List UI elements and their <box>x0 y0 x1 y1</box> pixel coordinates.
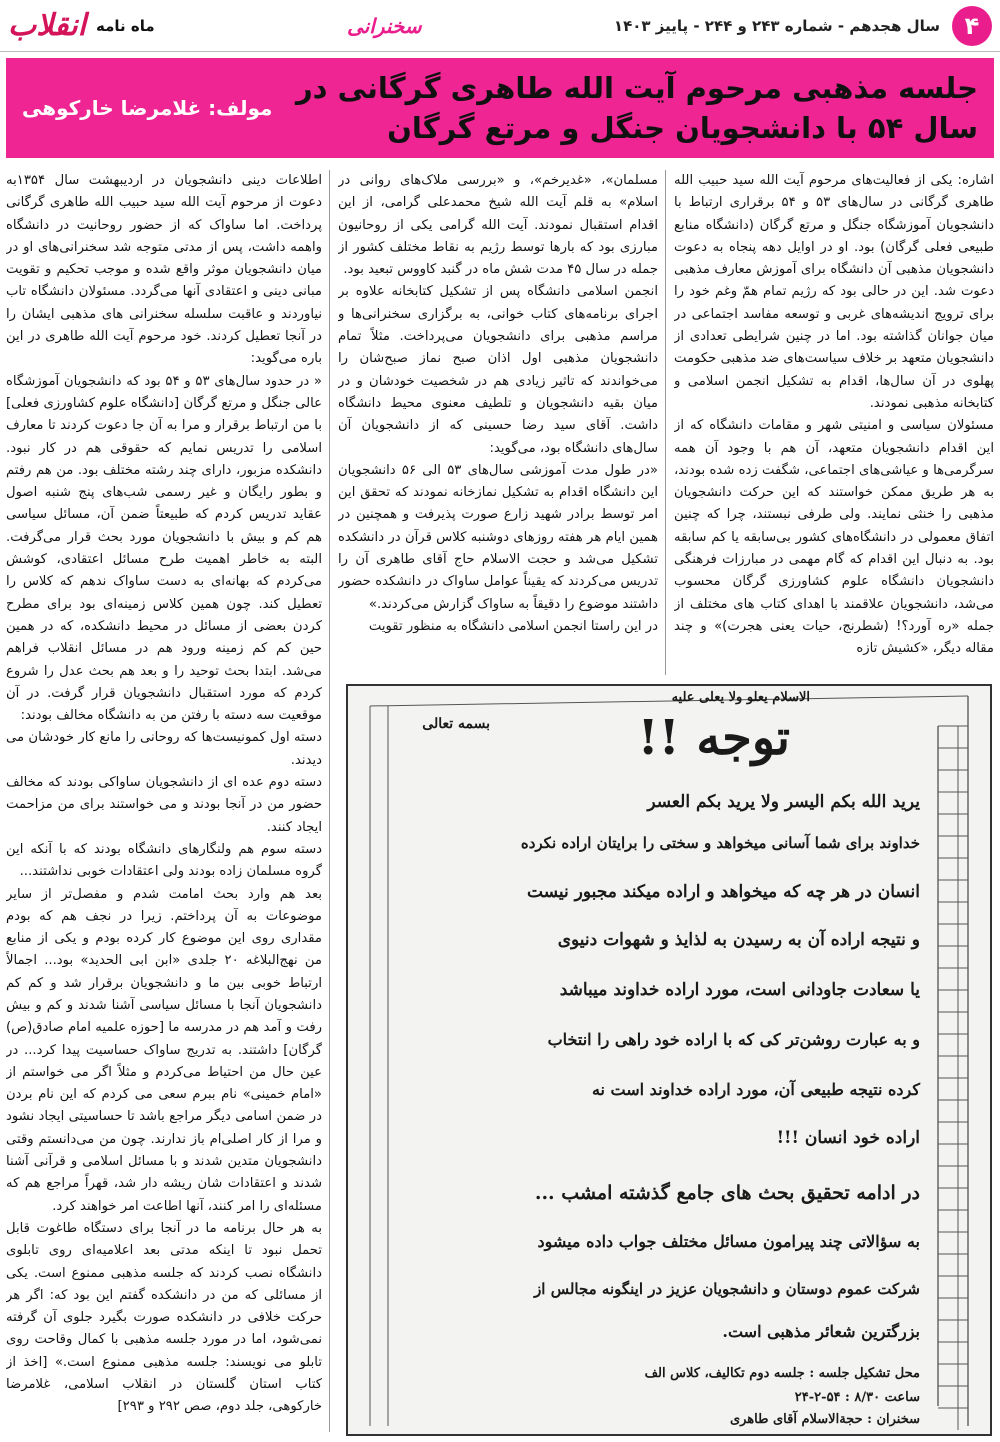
paragraph: اطلاعات دینی دانشجویان در اردیبهشت سال ۱۳۵۴به دعوت از مرحوم آیت الله سید حبیب الله طاهری گرگانی پرداخت. اما ساواک که از حضور روحانیت در دانشگاه واهمه داشت، پس از مدتی متوجه شد سخنرانی‌های او در میان دانشجویان موثر واقع شده و موجب تحکیم و تقویت مبانی دینی و اعتقادی آنها می‌گردد. مسئولان دانشگاه تاب نیاوردند و عاقبت سلسله سخنرانی های مذهبی ایشان را در آنجا تعطیل کردند. خود مرحوم آیت الله طاهری در این باره می‌گوید: <box>6 173 322 367</box>
page-header <box>0 0 1000 52</box>
notice-line: به سؤالاتی چند پیرامون مسائل مختلف جواب داده میشود <box>537 1232 920 1251</box>
paragraph: دسته دوم عده ای از دانشجویان ساواکی بودند که مخالف حضور من در آنجا بودند و می خواستند برای من مزاحمت ایجاد کنند. <box>6 775 322 835</box>
article-title: جلسه مذهبی مرحوم آیت الله طاهری گرگانی در سال ۵۴ با دانشجویان جنگل و مرتع گرگان <box>295 71 978 145</box>
notice-heading: توجه !! <box>637 710 790 766</box>
notice-line: یرید الله بکم الیسر ولا یرید بکم العسر <box>647 792 920 812</box>
article-column-3 <box>6 170 322 1432</box>
notice-line: و به عبارت روشن‌تر کی که با اراده خود راهی را انتخاب <box>547 1030 920 1049</box>
article-column-1 <box>674 170 994 670</box>
column-divider <box>329 170 330 1432</box>
magazine-logo: انقلاب <box>8 8 87 43</box>
paragraph: بعد هم وارد بحث امامت شدم و مفصل‌تر از سایر موضوعات به آن پرداختم. زیرا در نجف هم که بودم مقداری روی این موضوع کار کرده بودم و یکی از منابع من نهج‌البلاغه ۲۰ جلدی «ابن ابی الحدید» بود... اجمالاً ارتباط خوبی بین ما و دانشجویان برقرار شد و کم کم دانشجویان آنجا با مسائل سیاسی آشنا شدند و کم و بیش رفت و آمد هم در مدرسه ما [حوزه علمیه امام صادق(ص) گرگان] داشتند. به تدریج ساواک حساسیت پیدا کرد... در عین حال من احتیاط می‌کردم و مثلاً اگر می خواستم از «امام خمینی» نام ببرم سعی می کردم که این نام بردن در ضمن اسامی دیگر مراجع باشد تا حساسیتی ایجاد نشود و مرا از کار اصلی‌ام باز ندارند. چون من می‌دانستم وقتی دانشجویان متدین شدند و با مسائل اسلامی و قرآنی آشنا شدند و اعتقادات شان ریشه دار شد، قهراً مراجع هم که مسئله‌ای را امر کنند، آنها اطاعت امر خواهند کرد. <box>6 886 322 1214</box>
notice-bismillah: بسمه تعالی <box>422 716 490 732</box>
article-author: مولف: غلامرضا خارکوهی <box>22 96 273 120</box>
paragraph: مسلمان»، «غدیرخم»، و «بررسی ملاک‌های روانی در اسلام» به قلم آیت الله شیخ محمدعلی گرامی، از این اقدام استقبال نمودند. آیت الله گرامی یکی از روحانیون مبارزی بود که بارها توسط رژیم به نقاط مختلف کشور از جمله در سال ۴۵ مدت شش ماه در گنبد کاووس تبعید بود. <box>338 173 658 278</box>
paragraph: مسئولان سیاسی و امنیتی شهر و مقامات دانشگاه که از این اقدام دانشجویان متعهد، آن هم با وجود آن همه سرگرمی‌ها و عیاشی‌های اجتماعی، شگفت زده شده بودند، به هر طریق ممکن خواستند که این حرکت دانشجویان مذهبی را خنثی نمایند. ولی طرفی نبستند، چرا که چنین اتفاق معمولی در دانشگاه‌های کشور بی‌سابقه یا کم سابقه بود. به دنبال این اقدام که گام مهمی در مبارزات فرهنگی دانشجویان دانشگاه علوم کشاورزی گرگان محسوب می‌شد، دانشجویان علاقمند با اهدای کتاب های مختلف از جمله «ره آورد؟! (شطرنج، حیات یعنی هجرت)» و چند مقاله دیگر، «کشیش تازه <box>674 418 994 657</box>
header-right-group <box>614 6 992 46</box>
page-number-badge: ۴ <box>952 6 992 46</box>
notice-line: انسان در هر چه که میخواهد و اراده میکند مجبور نیست <box>527 882 920 902</box>
notice-line: خداوند برای شما آسانی میخواهد و سختی را برایتان اراده نکرده <box>520 834 920 852</box>
notice-line: اراده خود انسان !!! <box>776 1128 920 1148</box>
notice-line: سخنران : حجةالاسلام آقای طاهری <box>729 1412 920 1427</box>
column-divider <box>665 170 666 675</box>
article-column-2 <box>338 170 658 670</box>
notice-line: محل تشکیل جلسه : جلسه دوم تکالیف، کلاس الف <box>644 1366 920 1381</box>
issue-info: سال هجدهم - شماره ۲۴۳ و ۲۴۴ - پاییز ۱۴۰۳ <box>613 16 940 35</box>
paragraph: انجمن اسلامی دانشگاه پس از تشکیل کتابخانه علاوه بر اجرای برنامه‌های کتاب خوانی، به برگزاری سخنرانی‌ها و مراسم مذهبی برای دانشجویان می‌پرداخت. مثلاً تمام دانشجویان مذهبی اول اذان صبح نماز صبح‌شان را می‌خواندند که تاثیر زیادی هم در شخصیت خودشان و در میان بقیه دانشجویان و تلطیف معنوی محیط دانشگاه داشت. آقای سید رضا حسینی که از دانشجویان آن سال‌های دانشگاه بود، می‌گوید: <box>338 284 658 456</box>
notice-line: و نتیجه اراده آن به رسیدن به لذایذ و شهوات دنیوی <box>557 930 920 950</box>
notice-line: یا سعادت جاودانی است، مورد اراده خداوند میباشد <box>559 980 920 1000</box>
paragraph: « در حدود سال‌های ۵۳ و ۵۴ بود که دانشجویان آموزشگاه عالی جنگل و مرتع گرگان [دانشگاه علوم کشاورزی فعلی] با من ارتباط برقرار و مرا به آن جا دعوت کردند تا معارف اسلامی را تدریس نمایم که حقوقی هم در کار نبود. دانشکده مزبور، دارای چند رشته مختلف بود. من هم رفتم و بطور رایگان و غیر رسمی شب‌های پنج شنبه اصول عقاید تدریس کردم که طبیعتاً ضمن آن، مسائل سیاسی هم کم و بیش با دانشجویان مورد بحث قرار می‌گرفت. البته به خاطر اهمیت طرح مسائل اعتقادی، کوشش می‌کردم که بهانه‌ای به دست ساواک ندهم که کلاس را تعطیل کند. چون همین کلاس زمینه‌ای بود برای مطرح کردن بعضی از مسائل در محیط دانشکده، که در همین حین کم کم زمینه ورود هم در مسائل انقلاب فراهم می‌شد. ابتدا بحث توحید را و بعد هم بحث عدل را شروع کردم که مورد استقبال دانشجویان قرار گرفت. در آن موقعیت سه دسته با رفتن من به دانشگاه مخالف بودند: <box>6 373 322 724</box>
magazine-label: ماه نامه <box>96 16 155 35</box>
paragraph: به هر حال برنامه ما در آنجا برای دستگاه طاغوت قابل تحمل نبود تا اینکه مدتی بعد اعلامیه‌ای روی تابلوی دانشگاه نصب کردند که جلسه مذهبی ممنوع است. یکی از مسائلی که من در دانشکده گفتم این بود که: اگر هر حرکت خلافی در دانشکده صورت بگیرد جلوی آن گرفته نمی‌شود، اما در مورد جلسه مذهبی با کمال وقاحت روی تابلو می نویسند: جلسه مذهبی ممنوع است.» [اخذ از کتاب استان گلستان در انقلاب اسلامی، غلامرضا خارکوهی، جلد دوم، صص ۲۹۲ و ۲۹۳] <box>6 1220 322 1415</box>
handwritten-notice-image <box>346 684 992 1436</box>
notice-line: کرده نتیجه طبیعی آن، مورد اراده خداوند است نه <box>591 1080 920 1099</box>
paragraph: در این راستا انجمن اسلامی دانشگاه به منظور تقویت <box>368 618 658 634</box>
notice-line: در ادامه تحقیق بحث های جامع گذشته امشب ... <box>534 1182 920 1204</box>
section-name: سخنرانی <box>347 13 422 38</box>
notice-line: ساعت ۸/۳۰ : ۵۴-۲-۲۴ <box>794 1390 920 1405</box>
notice-line: شرکت عموم دوستان و دانشجویان عزیز در اینگونه مجالس از <box>534 1280 920 1298</box>
masthead <box>8 8 155 43</box>
paragraph: اشاره: یکی از فعالیت‌های مرحوم آیت الله سید حبیب الله طاهری گرگانی در سال‌های ۵۳ و ۵۴ برقراری ارتباط با دانشجویان آموزشگاه جنگل و مرتع گرگان (دانشگاه منابع طبیعی فعلی گرگان) بود. او در اوایل دهه پنجاه به دعوت دانشجویان مذهبی آن دانشگاه برای آموزش معارف مذهبی دعوت شد. این در حالی بود که رژیم تمام همّ وغم خود را برای ترویج اندیشه‌های غربی و توسعه مفاسد اجتماعی در میان جوانان گذاشته بود. اما در چنین شرایطی تعدادی از دانشجویان متعهد بر خلاف سیاست‌های ضد مذهبی حکومت پهلوی در آن سال‌ها، اقدام به تشکیل انجمن اسلامی و کتابخانه مذهبی نمودند. <box>674 173 994 411</box>
notice-header-small: الاسلام یعلو ولا یعلی علیه <box>671 690 810 705</box>
paragraph: «در طول مدت آموزشی سال‌های ۵۳ الی ۵۶ دانشجویان این دانشگاه اقدام به تشکیل نمازخانه نمودند که تحقق این امر توسط برادر شهید زارع صورت پذیرفت و همچنین در همین ایام هر هفته روزهای دوشنبه کلاس قرآن در دانشکده تشکیل می‌شد و حجت الاسلام حاج آقای طاهری آن را تدریس می‌کردند که یقیناً عوامل ساواک در دانشکده حضور داشتند موضوع را دقیقاً به ساواک گزارش می‌کردند.» <box>338 462 658 612</box>
paragraph: دسته اول کمونیست‌ها که روحانی را مانع کار خودشان می دیدند. <box>6 730 322 768</box>
notice-line: بزرگترین شعائر مذهبی است. <box>722 1322 920 1341</box>
paragraph: دسته سوم هم ولنگارهای دانشگاه بودند که با آنکه این گروه مسلمان زاده بودند ولی اعتقادات خوبی نداشتند... <box>6 841 322 880</box>
title-band <box>6 58 994 158</box>
